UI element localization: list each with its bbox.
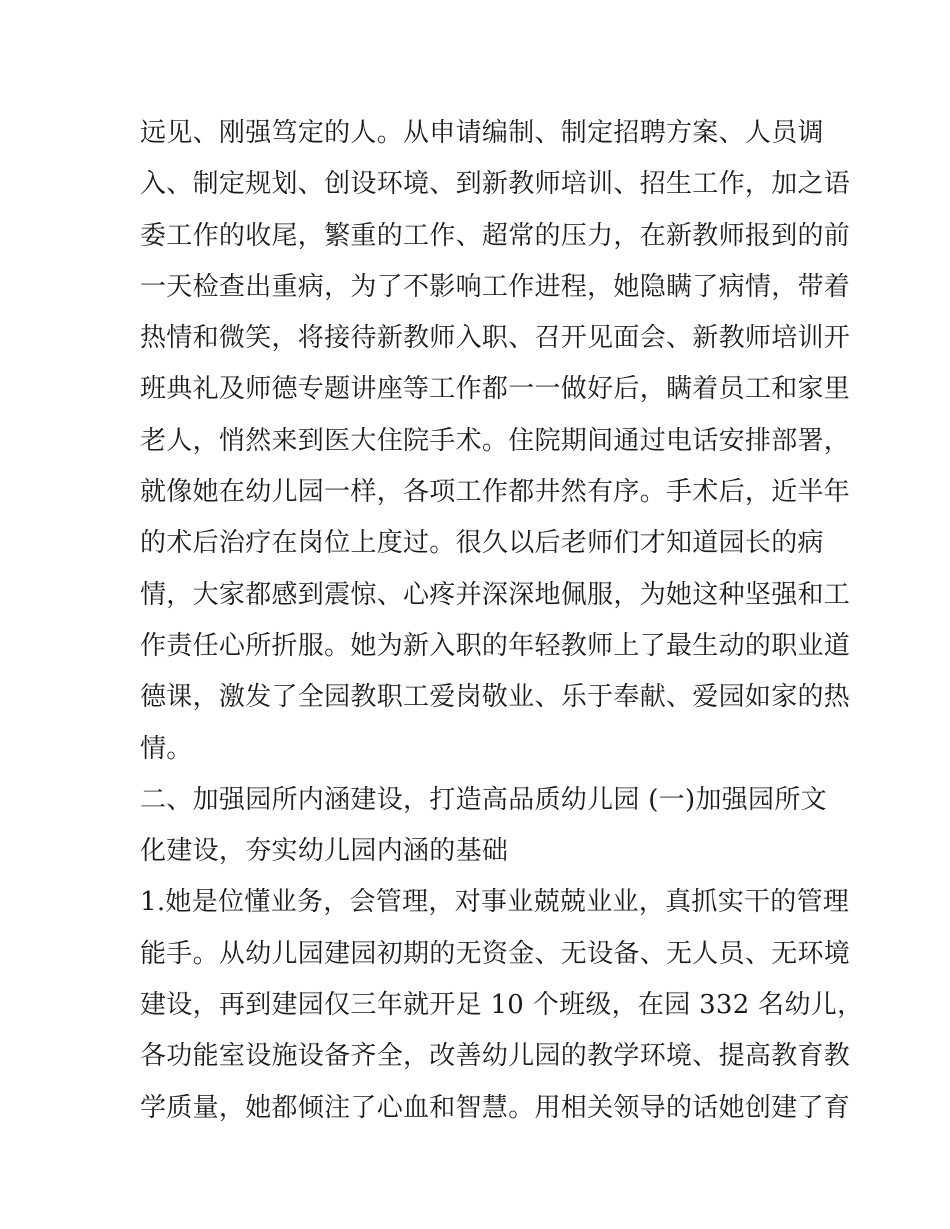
text-line: 入、制定规划、创设环境、到新教师培训、招生工作，加之语 <box>140 169 851 200</box>
text-line: 班典礼及师德专题讲座等工作都一一做好后，瞒着员工和家里 <box>140 374 851 405</box>
text-line: 委工作的收尾，繁重的工作、超常的压力，在新教师报到的前 <box>140 220 851 251</box>
text-line: 的术后治疗在岗位上度过。很久以后老师们才知道园长的病 <box>140 528 824 559</box>
text-line: 能手。从幼儿园建园初期的无资金、无设备、无人员、无环境 <box>140 938 851 969</box>
text-line: 热情和微笑，将接待新教师入职、召开见面会、新教师培训开 <box>140 323 851 354</box>
text-line: 就像她在幼儿园一样，各项工作都井然有序。手术后，近半年 <box>140 477 851 508</box>
section-heading-line: 化建设，夯实幼儿园内涵的基础 <box>140 836 509 867</box>
section-heading-line: 二、加强园所内涵建设，打造高品质幼儿园 (一)加强园所文 <box>140 784 827 815</box>
text-line: 情，大家都感到震惊、心疼并深深地佩服，为她这种坚强和工 <box>140 579 851 610</box>
text-line: 学质量，她都倾注了心血和智慧。用相关领导的话她创建了育 <box>140 1092 851 1123</box>
text-line: 德课，激发了全园教职工爱岗敬业、乐于奉献、爱园如家的热 <box>140 682 851 713</box>
text-line: 一天检查出重病，为了不影响工作进程，她隐瞒了病情，带着 <box>140 271 851 302</box>
text-line: 建设，再到建园仅三年就开足 10 个班级，在园 332 名幼儿， <box>140 990 864 1021</box>
document-body <box>140 108 864 1134</box>
text-line: 各功能室设施设备齐全，改善幼儿园的教学环境、提高教育教 <box>140 1041 851 1072</box>
text-line: 老人，悄然来到医大住院手术。住院期间通过电话安排部署， <box>140 425 851 456</box>
text-line: 作责任心所折服。她为新入职的年轻教师上了最生动的职业道 <box>140 630 851 661</box>
text-line: 远见、刚强笃定的人。从申请编制、制定招聘方案、人员调 <box>140 118 824 148</box>
text-line: 情。 <box>140 733 193 764</box>
text-line: 1.她是位懂业务，会管理，对事业兢兢业业，真抓实干的管理 <box>140 887 850 918</box>
